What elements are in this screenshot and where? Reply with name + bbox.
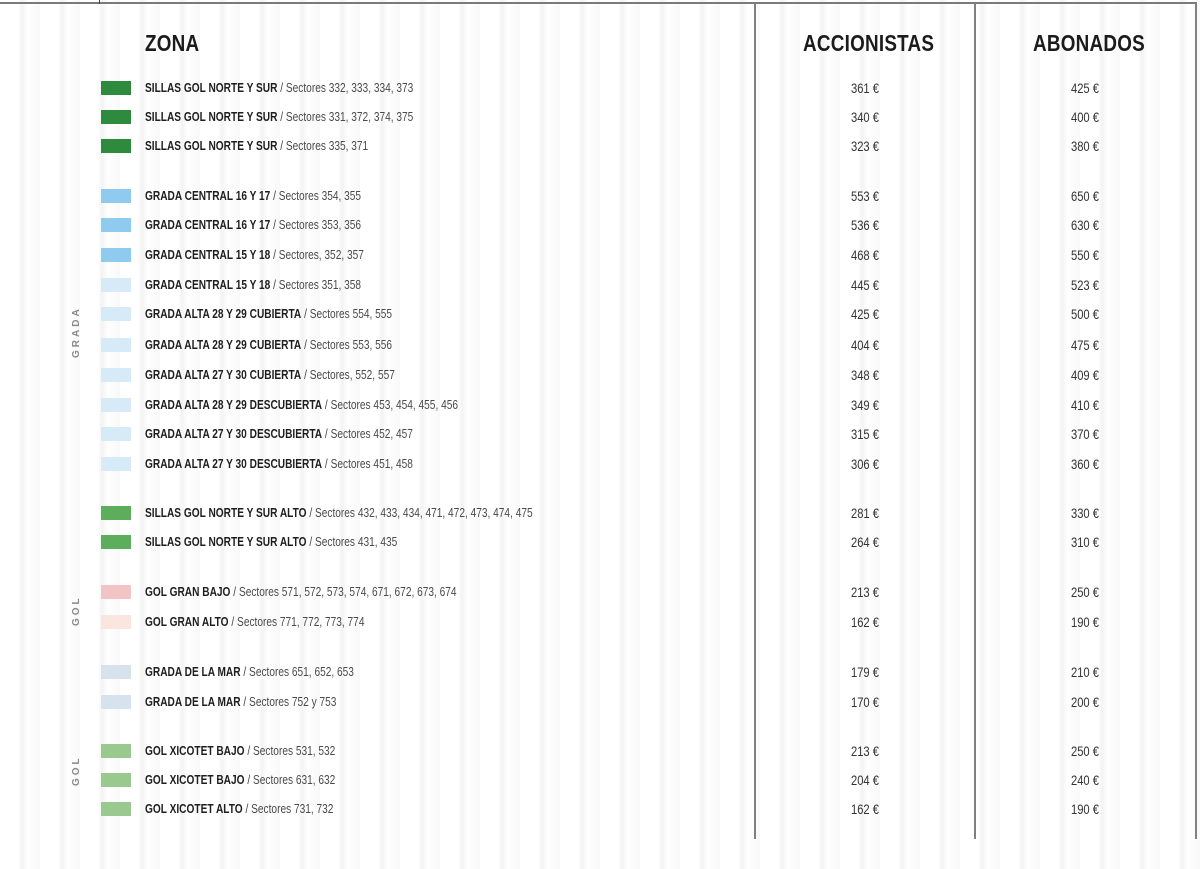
zone-label (145, 614, 364, 629)
price-abonados: 475 € (1070, 337, 1100, 353)
price-abonados: 190 € (1070, 801, 1100, 817)
zone-name: GRADA CENTRAL 16 Y 17 (145, 188, 271, 203)
zone-separator: / (243, 694, 247, 709)
price-accionistas: 468 € (850, 247, 880, 263)
price-accionistas: 348 € (850, 367, 880, 383)
zone-color-swatch (101, 218, 131, 232)
zone-color-swatch (101, 427, 131, 441)
price-abonados: 370 € (1070, 426, 1100, 442)
zone-name: GRADA CENTRAL 15 Y 18 (145, 247, 271, 262)
zone-sectors: Sectores 335, 371 (285, 138, 369, 153)
price-accionistas: 536 € (850, 217, 880, 233)
table-row (0, 532, 1200, 552)
zone-name: GOL XICOTET BAJO (145, 772, 245, 787)
zone-label (145, 217, 361, 232)
price-accionistas: 404 € (850, 337, 880, 353)
top-border (0, 2, 1197, 4)
zone-name: SILLAS GOL NORTE Y SUR (145, 109, 278, 124)
zone-label (145, 426, 413, 441)
price-accionistas: 179 € (850, 664, 880, 680)
price-abonados: 210 € (1070, 664, 1100, 680)
zone-sectors: Sectores 554, 555 (309, 306, 393, 321)
zone-separator: / (245, 801, 249, 816)
zone-name: GOL GRAN ALTO (145, 614, 229, 629)
zone-name: GRADA CENTRAL 15 Y 18 (145, 277, 271, 292)
zone-separator: / (243, 664, 247, 679)
table-row (0, 365, 1200, 385)
zone-color-swatch (101, 307, 131, 321)
table-row (0, 78, 1200, 98)
side-label-gol-xicotet: GOL (71, 755, 82, 786)
zone-color-swatch (101, 457, 131, 471)
zone-label (145, 138, 368, 153)
zone-color-swatch (101, 189, 131, 203)
header-zona: ZONA (145, 30, 200, 56)
zone-name: SILLAS GOL NORTE Y SUR (145, 138, 278, 153)
zone-label (145, 306, 392, 321)
zone-color-swatch (101, 398, 131, 412)
zone-sectors: Sectores 331, 372, 374, 375 (285, 109, 414, 124)
price-accionistas: 213 € (850, 584, 880, 600)
price-abonados: 360 € (1070, 456, 1100, 472)
price-accionistas: 315 € (850, 426, 880, 442)
price-abonados: 410 € (1070, 397, 1100, 413)
zone-name: SILLAS GOL NORTE Y SUR (145, 80, 278, 95)
zone-name: GRADA ALTA 27 Y 30 DESCUBIERTA (145, 426, 323, 441)
price-accionistas: 162 € (850, 801, 880, 817)
price-accionistas: 204 € (850, 772, 880, 788)
zone-label (145, 188, 361, 203)
price-accionistas: 264 € (850, 534, 880, 550)
zone-color-swatch (101, 506, 131, 520)
zone-sectors: Sectores, 352, 357 (278, 247, 364, 262)
zone-sectors: Sectores 771, 772, 773, 774 (237, 614, 365, 629)
zone-sectors: Sectores 351, 358 (278, 277, 362, 292)
zone-sectors: Sectores 354, 355 (278, 188, 362, 203)
zone-label (145, 397, 458, 412)
table-row (0, 245, 1200, 265)
zone-color-swatch (101, 338, 131, 352)
zone-separator: / (309, 534, 313, 549)
table-row (0, 770, 1200, 790)
price-accionistas: 349 € (850, 397, 880, 413)
zone-sectors: Sectores 432, 433, 434, 471, 472, 473, 474, 475 (314, 505, 533, 520)
zone-separator: / (324, 456, 328, 471)
price-abonados: 425 € (1070, 80, 1100, 96)
table-row (0, 692, 1200, 712)
table-row (0, 136, 1200, 156)
zone-separator: / (324, 426, 328, 441)
zone-name: GRADA DE LA MAR (145, 694, 241, 709)
zone-label (145, 109, 413, 124)
zone-color-swatch (101, 81, 131, 95)
zone-label (145, 80, 413, 95)
zone-label (145, 367, 395, 382)
table-row (0, 395, 1200, 415)
zone-color-swatch (101, 665, 131, 679)
zone-sectors: Sectores 453, 454, 455, 456 (330, 397, 459, 412)
zone-separator: / (304, 306, 307, 321)
price-accionistas: 361 € (850, 80, 880, 96)
zone-separator: / (324, 397, 328, 412)
zone-label (145, 694, 336, 709)
zone-color-swatch (101, 248, 131, 262)
price-abonados: 190 € (1070, 614, 1100, 630)
table-row (0, 662, 1200, 682)
price-abonados: 310 € (1070, 534, 1100, 550)
zone-name: GRADA DE LA MAR (145, 664, 241, 679)
zone-label (145, 337, 392, 352)
table-row (0, 186, 1200, 206)
price-accionistas: 213 € (850, 743, 880, 759)
price-accionistas: 306 € (850, 456, 880, 472)
zone-color-swatch (101, 535, 131, 549)
zone-color-swatch (101, 773, 131, 787)
price-abonados: 500 € (1070, 306, 1100, 322)
table-row (0, 424, 1200, 444)
price-abonados: 630 € (1070, 217, 1100, 233)
price-accionistas: 445 € (850, 277, 880, 293)
table-row (0, 799, 1200, 819)
zone-label (145, 534, 397, 549)
price-accionistas: 340 € (850, 109, 880, 125)
table-row (0, 215, 1200, 235)
zone-color-swatch (101, 585, 131, 599)
zone-name: GRADA ALTA 28 Y 29 CUBIERTA (145, 337, 302, 352)
table-row (0, 582, 1200, 602)
zone-sectors: Sectores 731, 732 (251, 801, 334, 816)
zone-sectors: Sectores 651, 652, 653 (249, 664, 354, 679)
zone-separator: / (273, 217, 276, 232)
zone-label (145, 664, 354, 679)
zone-separator: / (247, 743, 251, 758)
zone-sectors: Sectores 553, 556 (309, 337, 393, 352)
zone-label (145, 505, 533, 520)
zone-sectors: Sectores 571, 572, 573, 574, 671, 672, 673, 674 (238, 584, 457, 599)
zone-label (145, 801, 333, 816)
zone-sectors: Sectores 332, 333, 334, 373 (285, 80, 414, 95)
price-abonados: 250 € (1070, 743, 1100, 759)
zone-name: GRADA ALTA 28 Y 29 CUBIERTA (145, 306, 302, 321)
zone-label (145, 772, 335, 787)
zone-name: SILLAS GOL NORTE Y SUR ALTO (145, 534, 307, 549)
zone-sectors: Sectores 353, 356 (278, 217, 362, 232)
zone-color-swatch (101, 615, 131, 629)
price-abonados: 330 € (1070, 505, 1100, 521)
price-abonados: 650 € (1070, 188, 1100, 204)
zone-sectors: Sectores 431, 435 (314, 534, 398, 549)
zone-name: GOL XICOTET BAJO (145, 743, 245, 758)
zone-name: GOL GRAN BAJO (145, 584, 231, 599)
price-abonados: 380 € (1070, 138, 1100, 154)
price-abonados: 250 € (1070, 584, 1100, 600)
zone-separator: / (231, 614, 235, 629)
zone-name: GRADA ALTA 28 Y 29 DESCUBIERTA (145, 397, 323, 412)
zone-sectors: Sectores 631, 632 (253, 772, 336, 787)
price-abonados: 409 € (1070, 367, 1100, 383)
zone-sectors: Sectores 531, 532 (253, 743, 336, 758)
zone-color-swatch (101, 110, 131, 124)
price-abonados: 523 € (1070, 277, 1100, 293)
header-abonados: ABONADOS (1033, 30, 1145, 56)
zone-separator: / (247, 772, 251, 787)
price-abonados: 200 € (1070, 694, 1100, 710)
price-accionistas: 425 € (850, 306, 880, 322)
price-accionistas: 553 € (850, 188, 880, 204)
table-row (0, 107, 1200, 127)
zone-color-swatch (101, 139, 131, 153)
column-divider-accionistas-abonados (974, 3, 976, 839)
zone-name: SILLAS GOL NORTE Y SUR ALTO (145, 505, 307, 520)
column-divider-right (1195, 3, 1197, 839)
zone-name: GOL XICOTET ALTO (145, 801, 243, 816)
table-row (0, 503, 1200, 523)
table-row (0, 275, 1200, 295)
price-accionistas: 281 € (850, 505, 880, 521)
zone-separator: / (280, 138, 284, 153)
zone-color-swatch (101, 695, 131, 709)
zone-separator: / (304, 367, 307, 382)
side-label-grada: GRADA (71, 306, 82, 358)
column-divider-zona-accionistas (754, 3, 756, 839)
zone-separator: / (273, 277, 276, 292)
zone-color-swatch (101, 368, 131, 382)
side-label-gol-gran: GOL (71, 595, 82, 626)
zone-name: GRADA ALTA 27 Y 30 CUBIERTA (145, 367, 302, 382)
zone-separator: / (280, 80, 284, 95)
zone-color-swatch (101, 744, 131, 758)
zone-separator: / (233, 584, 237, 599)
price-abonados: 400 € (1070, 109, 1100, 125)
zone-sectors: Sectores 752 y 753 (249, 694, 337, 709)
zone-sectors: Sectores, 552, 557 (309, 367, 395, 382)
zone-label (145, 277, 361, 292)
header-accionistas: ACCIONISTAS (803, 30, 935, 56)
zone-separator: / (280, 109, 284, 124)
table-row (0, 741, 1200, 761)
table-row (0, 304, 1200, 324)
price-abonados: 240 € (1070, 772, 1100, 788)
zone-name: GRADA CENTRAL 16 Y 17 (145, 217, 271, 232)
zone-separator: / (309, 505, 313, 520)
top-tick-mark (99, 0, 100, 4)
zone-label (145, 743, 335, 758)
zone-separator: / (273, 247, 276, 262)
price-accionistas: 323 € (850, 138, 880, 154)
price-accionistas: 162 € (850, 614, 880, 630)
table-row (0, 612, 1200, 632)
zone-label (145, 456, 413, 471)
zone-separator: / (273, 188, 276, 203)
zone-sectors: Sectores 451, 458 (330, 456, 413, 471)
zone-separator: / (304, 337, 307, 352)
price-accionistas: 170 € (850, 694, 880, 710)
zone-color-swatch (101, 802, 131, 816)
zone-label (145, 584, 457, 599)
zone-label (145, 247, 364, 262)
table-row (0, 335, 1200, 355)
price-abonados: 550 € (1070, 247, 1100, 263)
zone-color-swatch (101, 278, 131, 292)
zone-name: GRADA ALTA 27 Y 30 DESCUBIERTA (145, 456, 323, 471)
zone-sectors: Sectores 452, 457 (330, 426, 413, 441)
table-row (0, 454, 1200, 474)
